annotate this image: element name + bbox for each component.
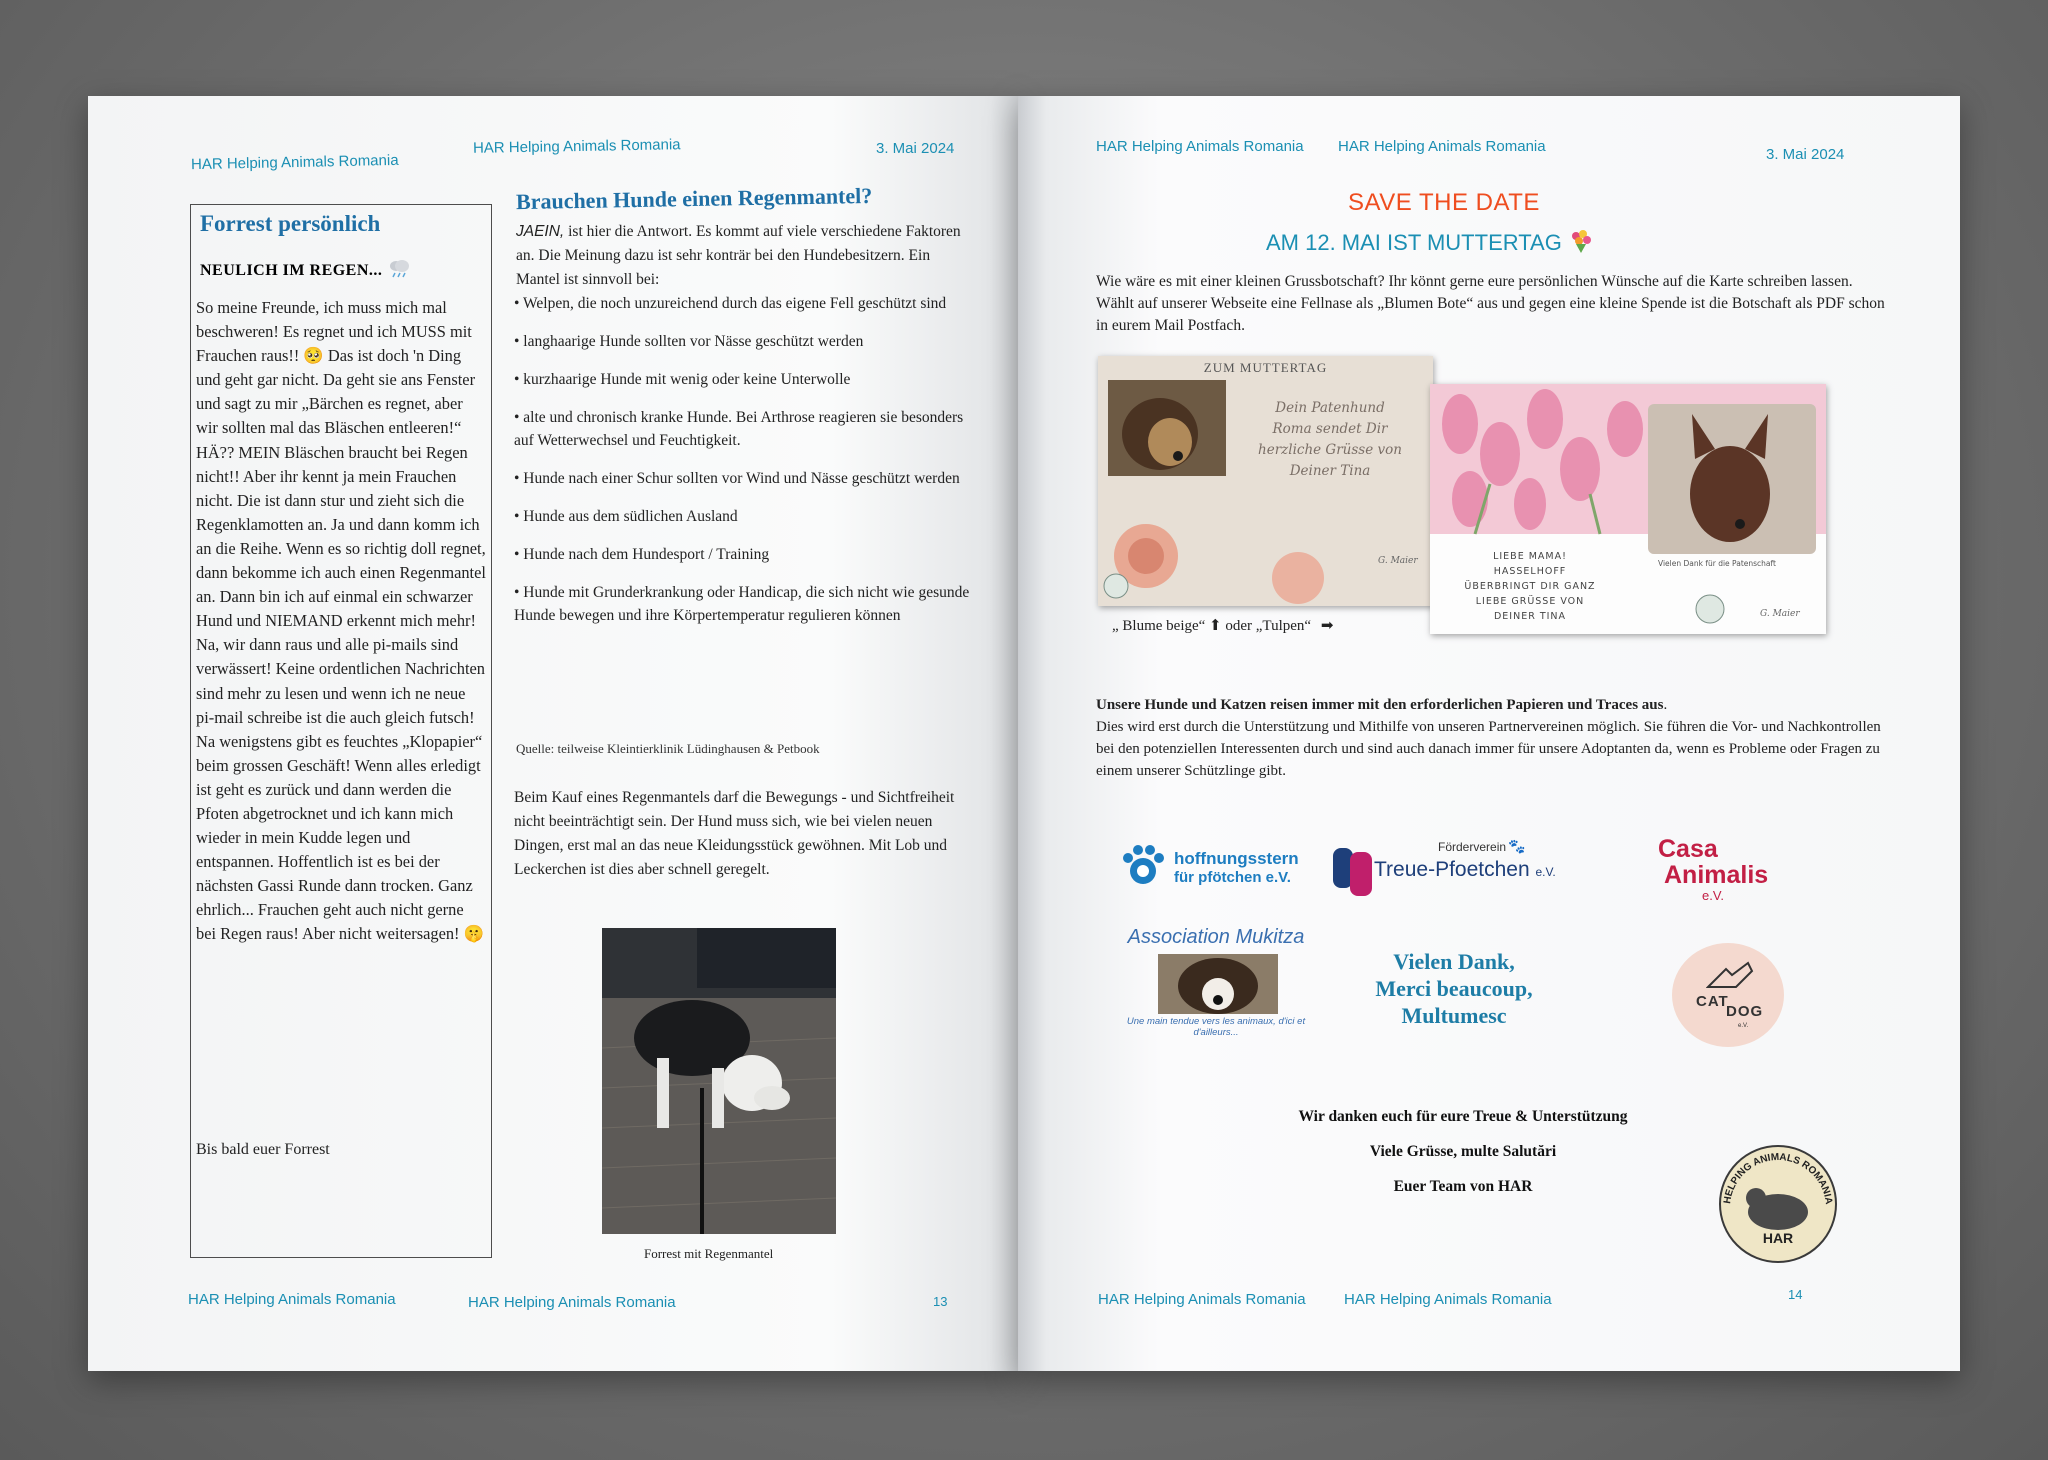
header-center: HAR Helping Animals Romania — [1338, 138, 1546, 155]
card2-message: LIEBE MAMA! HASSELHOFF ÜBERBRINGT DIR GANZ LIEBE GRÜSSE VON DEINER TINA — [1464, 551, 1596, 622]
card-tulpen — [1430, 384, 1826, 634]
card-choice-option1: „ Blume beige“ — [1112, 618, 1206, 634]
article-intro — [516, 220, 966, 292]
header-date: 3. Mai 2024 — [1766, 146, 1845, 163]
closing-line-3: Euer Team von HAR — [1393, 1178, 1533, 1195]
footer-center: HAR Helping Animals Romania — [468, 1294, 676, 1311]
forrest-title: Forrest persönlich — [200, 211, 381, 236]
forrest-subtitle-text: NEULICH IM REGEN... — [200, 262, 383, 279]
mukitza-tagline: Une main tendue vers les animaux, d'ici et d'ailleurs... — [1126, 1016, 1306, 1038]
card-choice-connector: oder „Tulpen“ — [1225, 618, 1312, 634]
list-item: • Hunde aus dem südlichen Ausland — [514, 508, 738, 525]
catdog-ev: e.V. — [1738, 1023, 1749, 1029]
card1-message: Dein Patenhund Roma sendet Dir herzliche Grüsse von Deiner Tina — [1258, 400, 1402, 479]
header-left: HAR Helping Animals Romania — [190, 151, 399, 174]
treue-main: Treue-Pfoetchen — [1374, 858, 1530, 881]
list-item: • Hunde nach einer Schur sollten vor Wind und Nässe geschützt werden — [514, 470, 960, 487]
travel-text: Dies wird erst durch die Unterstützung und Mithilfe von unseren Partnervereinen möglich. Sie führen die Vor- und Nachkontrollen bei den potenziellen Interessenten durch und sind auch danach immer für unsere Adoptanten da, wenn es Probleme oder Fragen zu einem unserer Schützlinge gibt. — [1096, 719, 1881, 779]
right-arrow-icon: ➡ — [1320, 618, 1334, 634]
article-title: Brauchen Hunde einen Regenmantel? — [515, 182, 873, 215]
dog-cat-silhouette-icon — [1328, 838, 1378, 898]
paw-prints-icon: 🐾 — [1508, 838, 1526, 854]
mothers-day-text: AM 12. MAI IST MUTTERTAG — [1266, 230, 1562, 255]
footer-center: HAR Helping Animals Romania — [1344, 1291, 1552, 1308]
save-the-date: SAVE THE DATE — [1348, 189, 1540, 216]
photo-caption: Forrest mit Regenmantel — [644, 1246, 774, 1261]
list-item: • Hunde mit Grunderkrankung oder Handicap, die sich nicht wie gesunde Hunde bewegen und ihre Körpertemperatur regulieren können — [514, 584, 970, 624]
catdog-cat: CAT — [1696, 993, 1729, 1010]
svg-text:HELPING ANIMALS ROMANIA — [1722, 1152, 1834, 1205]
travel-bold: Unsere Hunde und Katzen reisen immer mit den erforderlichen Papieren und Traces aus — [1096, 697, 1664, 713]
paw-icon — [1118, 841, 1168, 891]
logo-casa-animalis — [1658, 836, 1788, 903]
right-page — [1018, 96, 1960, 1371]
hoffnung-line2: für pfötchen e.V. — [1174, 869, 1291, 886]
har-center: HAR — [1762, 1230, 1794, 1246]
article-purchase: Beim Kauf eines Regenmantels darf die Bewegungs - und Sichtfreiheit nicht beeinträchtigt sein. Der Hund muss sich, wie bei vielen neuen Dingen, erst mal an das neue Kleidungsstück gewöhnen. Mit Lob und Leckerchen ist dies aber schnell geregelt. — [514, 789, 955, 878]
treue-small: Förderverein — [1438, 840, 1507, 854]
up-arrow-icon: ⬆ — [1209, 618, 1222, 634]
list-item: • Hunde nach dem Hundesport / Training — [514, 546, 770, 563]
card-blume-beige — [1098, 356, 1433, 606]
header-left: HAR Helping Animals Romania — [1096, 138, 1304, 155]
thanks-fr: Merci beaucoup, — [1375, 976, 1533, 1001]
list-item: • alte und chronisch kranke Hunde. Bei Arthrose reagieren sie besonders auf Wetterwechsel und Feuchtigkeit. — [514, 409, 964, 449]
mukitza-dog-image — [1158, 954, 1278, 1014]
forrest-story: So meine Freunde, ich muss mich mal beschweren! Es regnet und ich MUSS mit Frauchen raus!! 🥺 Das ist doch 'n Ding und geht gar nicht. Da geht sie ans Fenster und sagt zu mir „Bärchen es regnet, aber wir sollten mal das Bläschen entleeren!“ HÄ?? MEIN Bläschen braucht bei Regen nicht!! Aber ihr kennt ja mein Frauchen nicht. Die ist dann stur und zieht sich die Regenklamotten an. Ja und dann komm ich an die Reihe. Wenn es so richtig doll regnet, dann bekomme ich auch einen Regenmantel an. Dann bin ich auf einmal ein schwarzer Hund und NIEMAND erkennt mich mehr! Na, wir dann raus und alle pi-mails sind verwässert! Keine ordentlichen Nachrichten sind mehr zu lesen und wenn ich ne neue pi-mail schreibe ist die auch gleich futsch! Na wenigstens gibt es feuchtes „Klopapier“ beim grossen Geschäft! Wenn alles erledigt ist geht es zurück und dann werden die Pfoten abgetrocknet und ich kann mich wieder in mein Kudde legen und entspannen. Hoffentlich ist es bei der nächsten Gassi Runde dann trocken. Ganz ehrlich... Frauchen geht auch nicht gerne bei Regen raus! Aber nicht weitersagen! 🤫 — [196, 298, 486, 944]
bouquet-icon — [1568, 228, 1594, 254]
article-source: Quelle: teilweise Kleintierklinik Lüdinghausen & Petbook — [516, 741, 820, 756]
article-bullets — [514, 292, 974, 642]
header-center: HAR Helping Animals Romania — [472, 136, 681, 157]
casa-line2: Animalis — [1664, 861, 1769, 889]
article-intro-lead: JAEIN, — [516, 223, 565, 240]
card1-signature: G. Maier — [1378, 556, 1418, 566]
travel-paragraph: Unsere Hunde und Katzen reisen immer mit den erforderlichen Papieren und Traces aus. Dies wird erst durch die Unterstützung und Mithilfe von unseren Partnervereinen möglich. Sie führen die Vor- und Nachkontrollen bei den potenziellen Interessenten durch und sind auch danach immer für unsere Adoptanten da, wenn es Probleme oder Fragen zu einem unserer Schützlinge gibt. — [1096, 697, 1881, 779]
logo-catdog — [1668, 941, 1788, 1051]
treue-ev: e.V. — [1535, 865, 1556, 879]
article-intro-text: ist hier die Antwort. Es kommt auf viele verschiedene Faktoren an. Die Meinung dazu ist sehr konträr bei den Hundebesitzern. Ein Mantel ist sinnvoll bei: — [516, 223, 961, 288]
casa-ev: e.V. — [1702, 888, 1724, 903]
hoffnung-line1: hoffnungsstern — [1174, 849, 1299, 868]
cat-dog-icon — [1706, 961, 1756, 991]
card1-header: ZUM MUTTERTAG — [1203, 360, 1328, 375]
har-badge — [1706, 1126, 1846, 1266]
logo-treue-pfoetchen — [1328, 838, 1618, 898]
cloud-rain-icon — [387, 258, 411, 278]
list-item: • langhaarige Hunde sollten vor Nässe geschützt werden — [514, 333, 864, 350]
card2-photo-caption: Vielen Dank für die Patenschaft — [1658, 559, 1776, 568]
catdog-dog: DOG — [1726, 1003, 1764, 1020]
card2-signature: G. Maier — [1760, 609, 1800, 619]
dog-raincoat-photo — [602, 928, 836, 1234]
forrest-subtitle — [200, 258, 411, 280]
casa-line1: Casa — [1658, 835, 1718, 863]
footer-left: HAR Helping Animals Romania — [1098, 1291, 1306, 1308]
page-number: 13 — [933, 1294, 948, 1309]
header-date: 3. Mai 2024 — [876, 140, 955, 157]
multilingual-thanks — [1344, 948, 1564, 1029]
mukitza-name: Association Mukitza — [1127, 926, 1305, 948]
left-page — [88, 96, 1018, 1371]
card-choice — [1112, 616, 1333, 635]
forrest-closing: Bis bald euer Forrest — [196, 1141, 330, 1158]
footer-left: HAR Helping Animals Romania — [188, 1291, 396, 1308]
list-item: • Welpen, die noch unzureichend durch das eigene Fell geschützt sind — [514, 295, 947, 312]
list-item: • kurzhaarige Hunde mit wenig oder keine Unterwolle — [514, 371, 851, 388]
page-number: 14 — [1788, 1287, 1803, 1302]
greeting-text: Wie wäre es mit einer kleinen Grussbotschaft? Ihr könnt gerne eure persönlichen Wünsche auf die Karte schreiben lassen. Wählt auf unserer Webseite eine Fellnase als „Blumen Bote“ aus und gegen eine kleine Spende ist die Botschaft als PDF schon in eurem Mail Postfach. — [1096, 273, 1885, 334]
logo-association-mukitza — [1106, 926, 1336, 1041]
har-arc-text: HELPING ANIMALS ROMANIA — [1722, 1151, 1834, 1206]
closing-block — [1228, 1108, 1698, 1196]
thanks-ro: Multumesc — [1401, 1003, 1507, 1028]
thanks-de: Vielen Dank, — [1393, 949, 1515, 974]
closing-line-2: Viele Grüsse, multe Salutări — [1369, 1143, 1557, 1160]
mothers-day-title — [1266, 228, 1594, 256]
closing-line-1: Wir danken euch für eure Treue & Unterstützung — [1298, 1108, 1628, 1125]
